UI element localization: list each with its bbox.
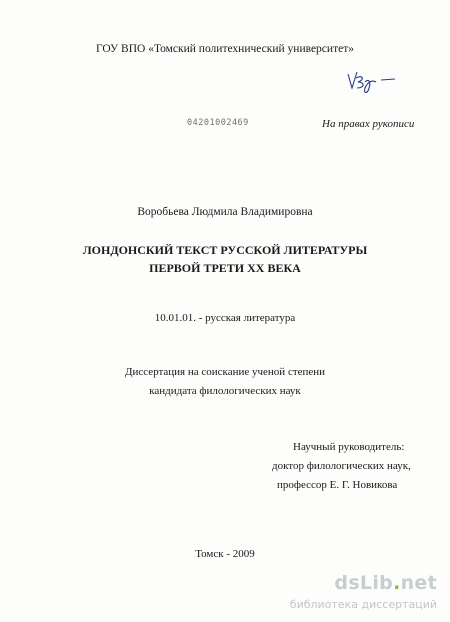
supervisor-degree: доктор филологических наук, — [272, 460, 411, 472]
degree-statement-line-2: кандидата филологических наук — [149, 385, 301, 397]
watermark-logo-tld: net — [400, 572, 437, 594]
place-and-year: Томск - 2009 — [195, 548, 255, 560]
watermark-logo — [334, 572, 437, 594]
dissertation-title-line-1: ЛОНДОНСКИЙ ТЕКСТ РУССКОЙ ЛИТЕРАТУРЫ — [82, 243, 368, 257]
supervisor-name: профессор Е. Г. Новикова — [277, 479, 398, 491]
archive-serial-number: 04201002469 — [187, 118, 249, 128]
author-name: Воробьева Людмила Владимировна — [137, 206, 313, 218]
watermark-subtitle: библиотека диссертаций — [289, 598, 437, 611]
dissertation-title-line-2: ПЕРВОЙ ТРЕТИ XX ВЕКА — [149, 261, 301, 275]
supervisor-label: Научный руководитель: — [293, 441, 405, 453]
organization-header: ГОУ ВПО «Томский политехнический университет» — [96, 43, 354, 55]
degree-statement-line-1: Диссертация на соискание ученой степени — [124, 366, 326, 378]
rights-note: На правах рукописи — [322, 118, 415, 130]
dslib-watermark — [275, 572, 445, 618]
watermark-logo-dot: . — [393, 572, 401, 594]
watermark-logo-main: dsLib — [334, 572, 394, 594]
handwritten-signature — [343, 66, 398, 98]
specialty-code: 10.01.01. - русская литература — [154, 312, 296, 324]
